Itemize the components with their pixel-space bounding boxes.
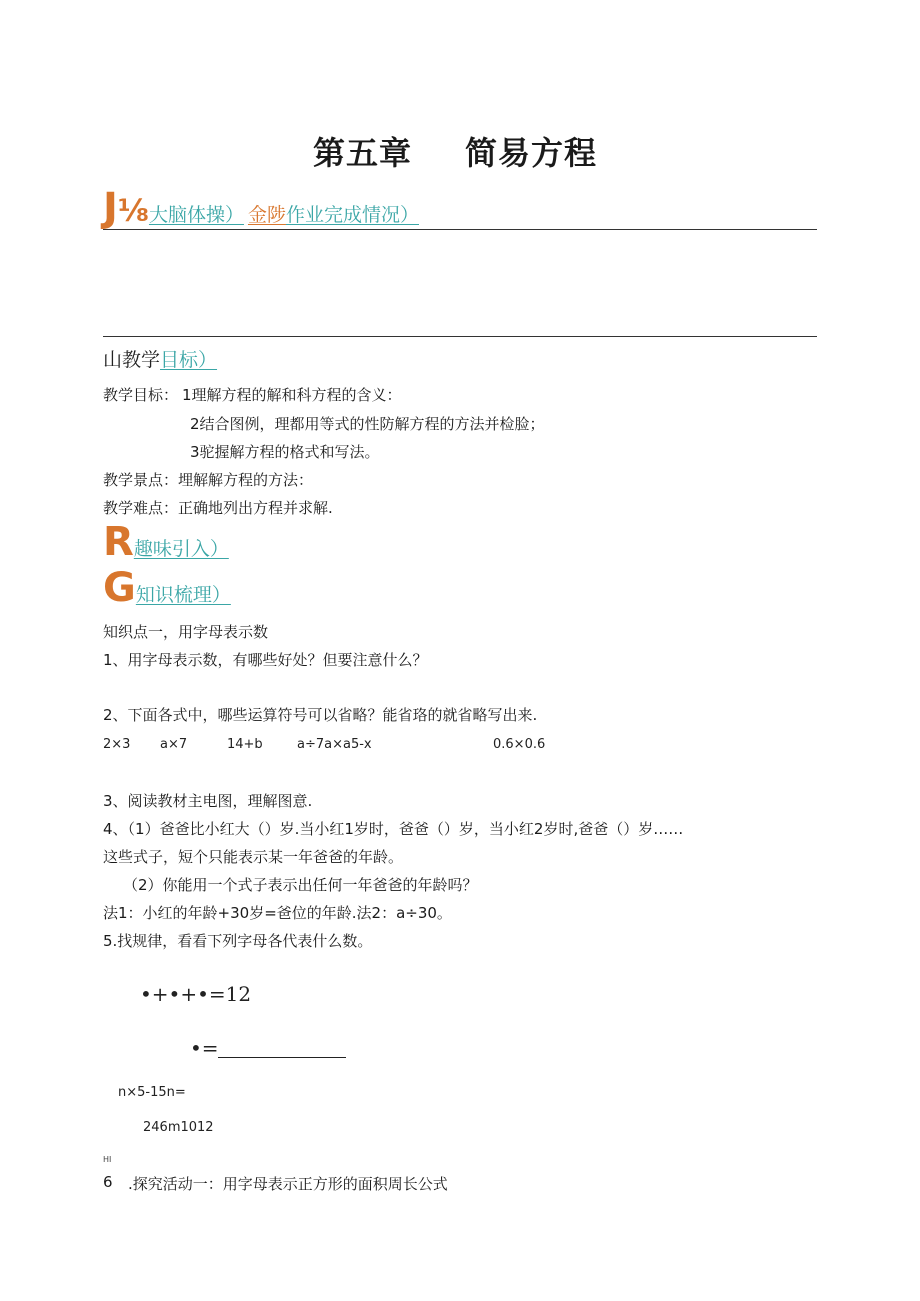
section-fraction: ⅛ xyxy=(117,194,149,229)
section-knowledge-heading xyxy=(103,565,231,616)
objective-item-3: 3驼握解方程的格式和写法。 xyxy=(190,443,380,461)
section-prefix: 山教学 xyxy=(103,349,161,371)
answer-blank-line xyxy=(218,1057,346,1058)
divider-middle xyxy=(103,336,817,337)
equation-dot-answer: •= xyxy=(190,1036,219,1060)
section-letter-r: R xyxy=(103,519,134,565)
sequence-m: 246m1012 xyxy=(143,1120,214,1135)
question-4-line-1: 4、（1）爸爸比小红大（）岁.当小红1岁时，爸爸（）岁，当小红2岁时,爸爸（）岁…… xyxy=(103,820,684,838)
difficulty: 教学难点：正确地列出方程并求解. xyxy=(103,499,333,517)
section-interest-heading xyxy=(103,519,229,570)
question-3: 3、阅读教材主电图，理解图意. xyxy=(103,792,313,810)
marker-text: HI xyxy=(103,1155,112,1164)
section-letter-g: G xyxy=(103,565,136,611)
expression: 14+b xyxy=(227,737,263,752)
question-1: 1、用字母表示数，有哪些好处？但要注意什么？ xyxy=(103,651,428,669)
question-5: 5.找规律，看看下列字母各代表什么数。 xyxy=(103,932,373,950)
objective-item-2: 2结合图例，理都用等式的性防解方程的方法并检脸； xyxy=(190,415,545,433)
question-6: .探究活动一：用字母表示正方形的面积周长公式 xyxy=(128,1175,448,1193)
question-4-line-3: （2）你能用一个式子表示出任何一年爸爸的年龄吗？ xyxy=(123,876,478,894)
section-letter-j: J xyxy=(103,185,118,231)
question-4-line-2: 这些式子，短个只能表示某一年爸爸的年龄。 xyxy=(103,848,404,866)
section-label-mid: 金陟 xyxy=(247,204,286,226)
expression: a×7 xyxy=(160,737,188,752)
question-4-line-4: 法1：小红的年龄+30岁=爸位的年龄.法2：a÷30。 xyxy=(103,904,452,922)
section-label-brain: 大脑体操） xyxy=(148,204,244,226)
objective-item-1: 1理解方程的解和科方程的含义： xyxy=(182,386,402,404)
section-label-knowledge: 知识梳理） xyxy=(135,584,231,606)
objectives-label: 教学目标： xyxy=(103,386,179,404)
section-label-objectives: 目标） xyxy=(160,349,218,371)
section-label-homework: 作业完成情况） xyxy=(285,204,419,226)
question-6-number: 6 xyxy=(103,1173,113,1191)
expression: a÷7a×a5-x xyxy=(297,737,372,752)
section-objectives-heading xyxy=(103,345,217,372)
section-label-interest: 趣味引入） xyxy=(133,538,229,560)
knowledge-point-1: 知织点一，用字母表示数 xyxy=(103,623,269,641)
question-2: 2、下面各式中，哪些运算符号可以省略？能省珞的就省略写出来. xyxy=(103,706,538,724)
chapter-title: 简易方程 xyxy=(465,134,598,172)
equation-n: n×5-15n= xyxy=(118,1085,186,1100)
expression: 0.6×0.6 xyxy=(493,737,546,752)
expression: 2×3 xyxy=(103,737,131,752)
divider-top xyxy=(103,229,817,230)
chapter-number: 第五章 xyxy=(313,134,413,172)
key-point: 教学景点：埋解解方程的方法： xyxy=(103,471,314,489)
equation-dots-sum: •+•+•=12 xyxy=(140,982,252,1006)
